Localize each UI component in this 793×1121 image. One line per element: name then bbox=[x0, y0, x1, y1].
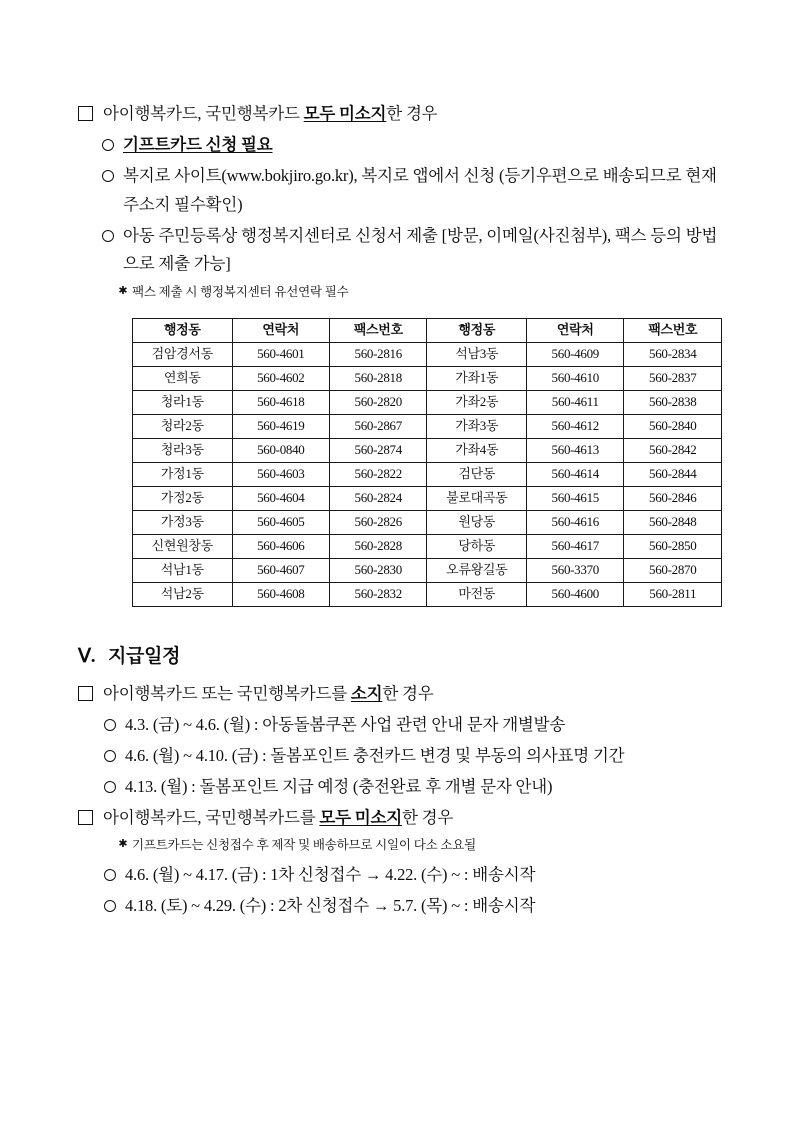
checkbox-icon bbox=[78, 106, 93, 121]
document-content bbox=[78, 100, 728, 923]
table-cell: 560-2850 bbox=[624, 535, 722, 559]
table-cell: 560-2840 bbox=[624, 415, 722, 439]
heading-text-emphasis: 모두 미소지 bbox=[319, 807, 403, 827]
checkbox-heading-no-card bbox=[78, 100, 728, 129]
heading-text bbox=[103, 100, 437, 129]
list-item bbox=[104, 861, 728, 890]
table-cell: 신현원창동 bbox=[133, 535, 233, 559]
table-cell: 560-2874 bbox=[330, 439, 427, 463]
heading-text bbox=[103, 680, 434, 709]
table-cell: 560-2870 bbox=[624, 559, 722, 583]
table-cell: 560-2844 bbox=[624, 463, 722, 487]
table-row bbox=[133, 415, 722, 439]
table-cell: 560-2830 bbox=[330, 559, 427, 583]
table-row bbox=[133, 535, 722, 559]
table-cell: 560-4600 bbox=[527, 583, 624, 607]
table-cell: 560-2811 bbox=[624, 583, 722, 607]
table-cell: 560-2824 bbox=[330, 487, 427, 511]
circle-bullet-icon bbox=[104, 900, 116, 912]
table-cell: 560-4614 bbox=[527, 463, 624, 487]
table-cell: 560-4604 bbox=[232, 487, 329, 511]
contact-table bbox=[132, 318, 722, 607]
checkbox-icon bbox=[78, 686, 93, 701]
table-cell: 560-2822 bbox=[330, 463, 427, 487]
circle-bullet-icon bbox=[104, 869, 116, 881]
list-item bbox=[102, 162, 728, 220]
table-cell: 560-0840 bbox=[232, 439, 329, 463]
circle-bullet-icon bbox=[102, 139, 114, 151]
table-cell: 560-4616 bbox=[527, 511, 624, 535]
table-row bbox=[133, 391, 722, 415]
table-cell: 560-4612 bbox=[527, 415, 624, 439]
table-cell: 560-4603 bbox=[232, 463, 329, 487]
table-cell: 가좌3동 bbox=[427, 415, 527, 439]
list-item-label: 4.18. (토) ~ 4.29. (수) : 2차 신청접수 → 5.7. (목) ~ : 배송시작 bbox=[125, 896, 536, 915]
circle-bullet-icon bbox=[104, 719, 116, 731]
heading-text-emphasis: 모두 미소지 bbox=[303, 104, 387, 123]
table-cell: 560-2846 bbox=[624, 487, 722, 511]
list-item-label: 4.6. (월) ~ 4.10. (금) : 돌봄포인트 충전카드 변경 및 부동의 의사표명 기간 bbox=[125, 745, 625, 765]
table-cell: 마전동 bbox=[427, 583, 527, 607]
list-item bbox=[104, 892, 728, 921]
table-header-cell: 연락처 bbox=[527, 319, 624, 343]
table-cell: 석남1동 bbox=[133, 559, 233, 583]
table-row bbox=[133, 439, 722, 463]
footnote bbox=[118, 836, 728, 855]
table-cell: 연희동 bbox=[133, 367, 233, 391]
heading-text-pre: 아이행복카드, 국민행복카드를 bbox=[103, 807, 320, 827]
circle-bullet-icon bbox=[102, 170, 114, 182]
footnote bbox=[118, 283, 728, 302]
footnote-text: 기프트카드는 신청접수 후 제작 및 배송하므로 시일이 다소 소요될 bbox=[132, 838, 477, 853]
circle-bullet-icon bbox=[104, 781, 116, 793]
table-cell: 560-4609 bbox=[527, 343, 624, 367]
table-cell: 560-4607 bbox=[232, 559, 329, 583]
list-item bbox=[102, 131, 728, 160]
table-cell: 560-4618 bbox=[232, 391, 329, 415]
table-header-cell: 연락처 bbox=[232, 319, 329, 343]
table-cell: 560-2816 bbox=[330, 343, 427, 367]
table-cell: 560-4611 bbox=[527, 391, 624, 415]
list-item-label: 기프트카드 신청 필요 bbox=[123, 134, 273, 154]
list-item bbox=[104, 711, 728, 740]
list-item-label: 아동 주민등록상 행정복지센터로 신청서 제출 [방문, 이메일(사진첨부), 팩스 등의 방법으로 제출 가능] bbox=[123, 225, 718, 274]
table-cell: 560-2834 bbox=[624, 343, 722, 367]
table-cell: 청라1동 bbox=[133, 391, 233, 415]
asterisk-icon: ✱ bbox=[118, 838, 128, 851]
asterisk-icon: ✱ bbox=[118, 285, 128, 298]
table-cell: 560-2828 bbox=[330, 535, 427, 559]
table-cell: 가좌4동 bbox=[427, 439, 527, 463]
table-row bbox=[133, 487, 722, 511]
table-cell: 당하동 bbox=[427, 535, 527, 559]
checkbox-icon bbox=[78, 810, 93, 825]
list-item bbox=[104, 742, 728, 771]
table-cell: 560-2832 bbox=[330, 583, 427, 607]
table-cell: 560-4613 bbox=[527, 439, 624, 463]
table-header-cell: 팩스번호 bbox=[330, 319, 427, 343]
section-number: Ⅴ. bbox=[78, 646, 96, 667]
table-header-row bbox=[133, 319, 722, 343]
table-cell: 560-4617 bbox=[527, 535, 624, 559]
checkbox-heading-no-card-schedule bbox=[78, 804, 728, 833]
heading-text-pre: 아이행복카드 또는 국민행복카드를 bbox=[103, 684, 351, 703]
heading-text-post: 한 경우 bbox=[382, 684, 434, 703]
heading-text-pre: 아이행복카드, 국민행복카드 bbox=[103, 104, 304, 123]
table-cell: 석남3동 bbox=[427, 343, 527, 367]
table-row bbox=[133, 511, 722, 535]
list-item bbox=[102, 222, 728, 280]
table-row bbox=[133, 343, 722, 367]
table-cell: 560-4608 bbox=[232, 583, 329, 607]
list-item-label: 4.13. (월) : 돌봄포인트 지급 예정 (충전완료 후 개별 문자 안내) bbox=[125, 776, 553, 796]
table-row bbox=[133, 583, 722, 607]
table-header-cell: 행정동 bbox=[427, 319, 527, 343]
table-row bbox=[133, 367, 722, 391]
table-cell: 불로대곡동 bbox=[427, 487, 527, 511]
table-cell: 가정3동 bbox=[133, 511, 233, 535]
table-cell: 560-2867 bbox=[330, 415, 427, 439]
list-item bbox=[104, 773, 728, 802]
circle-bullet-icon bbox=[104, 750, 116, 762]
table-header-cell: 팩스번호 bbox=[624, 319, 722, 343]
footnote-text: 팩스 제출 시 행정복지센터 유선연락 필수 bbox=[132, 285, 349, 300]
heading-text-post: 한 경우 bbox=[402, 807, 454, 827]
table-cell: 560-3370 bbox=[527, 559, 624, 583]
table-cell: 560-2838 bbox=[624, 391, 722, 415]
table-cell: 검암경서동 bbox=[133, 343, 233, 367]
table-cell: 560-4610 bbox=[527, 367, 624, 391]
table-cell: 560-2848 bbox=[624, 511, 722, 535]
table-cell: 560-2826 bbox=[330, 511, 427, 535]
table-cell: 560-4605 bbox=[232, 511, 329, 535]
table-cell: 가좌1동 bbox=[427, 367, 527, 391]
table-cell: 원당동 bbox=[427, 511, 527, 535]
section-title: 지급일정 bbox=[108, 646, 181, 667]
list-item-label: 복지로 사이트(www.bokjiro.go.kr), 복지로 앱에서 신청 (등기우편으로 배송되므로 현재 주소지 필수확인) bbox=[123, 165, 717, 214]
table-row bbox=[133, 559, 722, 583]
contact-table-wrapper bbox=[132, 318, 722, 607]
table-cell: 가정2동 bbox=[133, 487, 233, 511]
table-header-cell: 행정동 bbox=[133, 319, 233, 343]
table-cell: 가좌2동 bbox=[427, 391, 527, 415]
table-cell: 560-4606 bbox=[232, 535, 329, 559]
table-cell: 석남2동 bbox=[133, 583, 233, 607]
table-cell: 560-2842 bbox=[624, 439, 722, 463]
heading-text bbox=[103, 804, 453, 833]
table-cell: 560-4619 bbox=[232, 415, 329, 439]
heading-text-post: 한 경우 bbox=[386, 104, 438, 123]
table-cell: 560-2837 bbox=[624, 367, 722, 391]
table-cell: 560-2818 bbox=[330, 367, 427, 391]
table-cell: 560-4601 bbox=[232, 343, 329, 367]
table-cell: 청라3동 bbox=[133, 439, 233, 463]
heading-text-emphasis: 소지 bbox=[350, 684, 383, 703]
table-cell: 560-2820 bbox=[330, 391, 427, 415]
table-cell: 검단동 bbox=[427, 463, 527, 487]
list-item-label: 4.6. (월) ~ 4.17. (금) : 1차 신청접수 → 4.22. (수) ~ : 배송시작 bbox=[125, 865, 536, 885]
table-cell: 가정1동 bbox=[133, 463, 233, 487]
checkbox-heading-has-card bbox=[78, 680, 728, 709]
table-cell: 560-4602 bbox=[232, 367, 329, 391]
table-row bbox=[133, 463, 722, 487]
table-cell: 오류왕길동 bbox=[427, 559, 527, 583]
section-heading bbox=[78, 641, 728, 668]
table-cell: 560-4615 bbox=[527, 487, 624, 511]
table-cell: 청라2동 bbox=[133, 415, 233, 439]
circle-bullet-icon bbox=[102, 230, 114, 242]
list-item-label: 4.3. (금) ~ 4.6. (월) : 아동돌봄쿠폰 사업 관련 안내 문자 개별발송 bbox=[125, 714, 566, 734]
